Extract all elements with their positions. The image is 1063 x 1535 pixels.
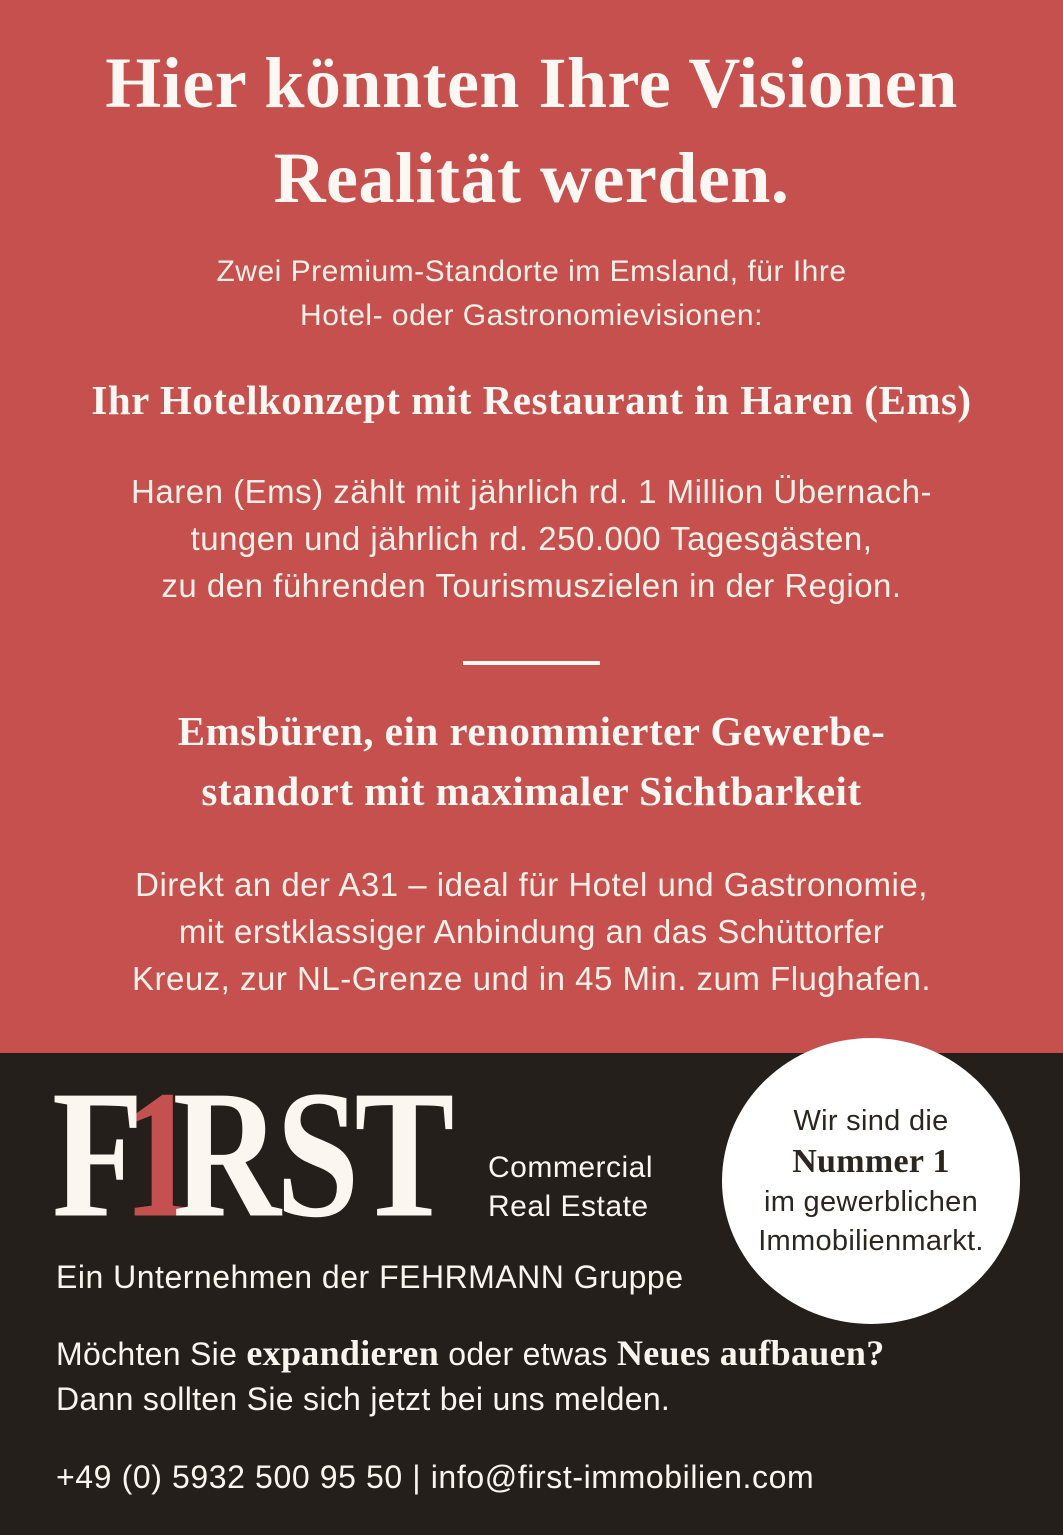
badge-line-3: im gewerblichen: [763, 1185, 979, 1218]
title-line-2: Realität werden.: [273, 138, 790, 218]
badge-line-2: Nummer 1: [792, 1142, 950, 1180]
emsbueren-heading: [0, 701, 1063, 821]
logo-letter-f: F: [52, 1053, 139, 1256]
haren-body-line-3: zu den führenden Tourismuszielen in der Region.: [161, 567, 902, 604]
wordmark-line-2: Real Estate: [488, 1190, 649, 1223]
pitch-line-2: Dann sollten Sie sich jetzt bei uns melden.: [56, 1381, 671, 1417]
number-one-badge: [722, 1038, 1020, 1324]
intro-line-1: Zwei Premium-Standorte im Emsland, für Ihre: [216, 255, 847, 288]
intro-text: [0, 250, 1063, 338]
logo-digit-one: 1: [122, 1053, 193, 1256]
contact-line: [56, 1459, 814, 1496]
contact-separator: |: [402, 1459, 431, 1495]
logo-wordmark: [488, 1148, 653, 1226]
pitch-text: [56, 1331, 885, 1422]
company-line: Ein Unternehmen der FEHRMANN Gruppe: [56, 1259, 684, 1295]
emsbueren-body: [0, 861, 1063, 1002]
emsbueren-body-line-1: Direkt an der A31 – ideal für Hotel und Gastronomie,: [135, 866, 928, 903]
badge-line-4: Immobilienmarkt.: [758, 1224, 984, 1257]
emsbueren-heading-line-1: Emsbüren, ein renommierter Gewerbe-: [177, 708, 886, 754]
logo-letters-rst: RST: [172, 1053, 450, 1256]
pitch-line-1: [56, 1331, 885, 1377]
wordmark-line-1: Commercial: [488, 1151, 654, 1184]
title-line-1: Hier könnten Ihre Visionen: [105, 43, 958, 123]
emsbueren-body-line-3: Kreuz, zur NL-Grenze und in 45 Min. zum Flughafen.: [131, 960, 932, 997]
email-address: info@first-immobilien.com: [430, 1459, 815, 1495]
badge-line-1: Wir sind die: [793, 1104, 949, 1137]
emsbueren-body-line-2: mit erstklassiger Anbindung an das Schüttorfer: [178, 913, 885, 950]
phone-number: +49 (0) 5932 500 95 50: [56, 1459, 403, 1495]
pitch-bold-expandieren: expandieren: [246, 1333, 440, 1373]
section-divider: [463, 661, 600, 665]
footer-section: [0, 1053, 1063, 1535]
emsbueren-heading-line-2: standort mit maximaler Sichtbarkeit: [201, 768, 862, 814]
pitch-bold-neues-aufbauen: Neues aufbauen?: [616, 1333, 885, 1373]
haren-body: [0, 468, 1063, 609]
haren-heading: Ihr Hotelkonzept mit Restaurant in Haren (Ems): [91, 377, 972, 423]
pitch-middle: oder etwas: [439, 1336, 617, 1372]
intro-line-2: Hotel- oder Gastronomievisionen:: [300, 299, 763, 332]
pitch-prefix: Möchten Sie: [56, 1336, 247, 1372]
haren-body-line-2: tungen und jährlich rd. 250.000 Tagesgästen,: [190, 520, 873, 557]
main-title: [0, 0, 1063, 226]
first-logo: [52, 1053, 450, 1256]
haren-body-line-1: Haren (Ems) zählt mit jährlich rd. 1 Million Übernach-: [131, 473, 932, 510]
